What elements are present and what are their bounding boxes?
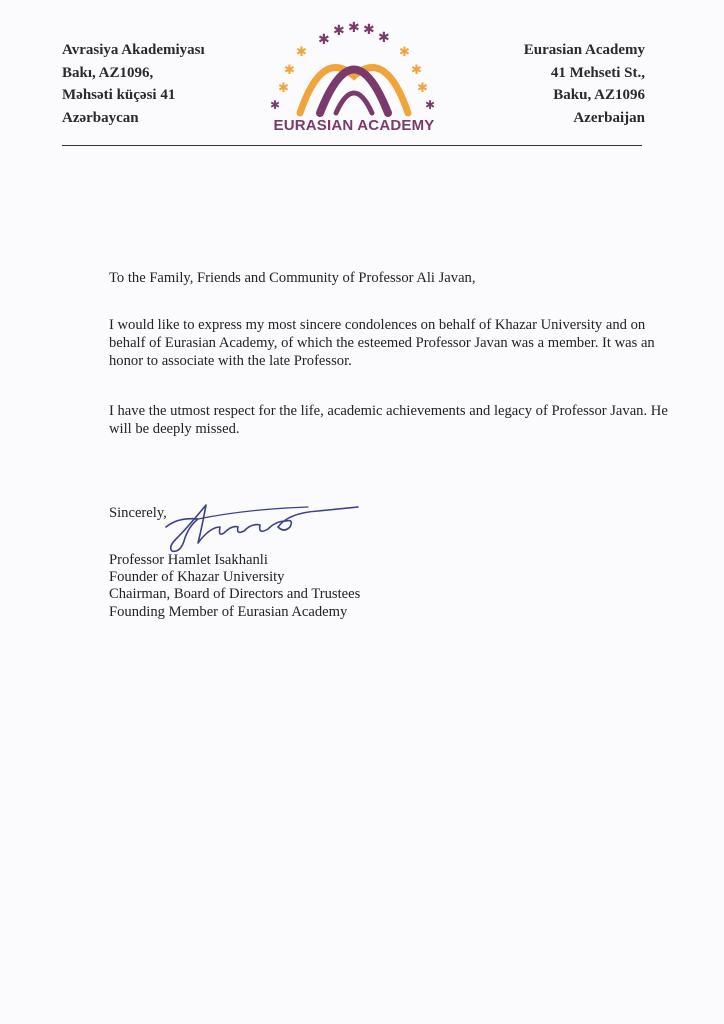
closing: Sincerely, xyxy=(109,505,167,521)
address-line: Avrasiya Akademiyası xyxy=(62,42,205,58)
address-line: Məhsəti küçəsi 41 xyxy=(62,87,176,103)
handwritten-signature xyxy=(158,497,363,557)
svg-text:✱: ✱ xyxy=(417,81,428,96)
logo-wordmark: EURASIAN ACADEMY xyxy=(273,117,435,134)
address-line: 41 Mehseti St., xyxy=(550,64,645,81)
letterhead-divider xyxy=(62,145,642,146)
svg-text:✱: ✱ xyxy=(378,30,390,46)
svg-text:✱: ✱ xyxy=(278,81,289,96)
svg-text:✱: ✱ xyxy=(333,23,345,39)
letterhead-address-azerbaijani xyxy=(62,39,205,129)
address-line: Azərbaycan xyxy=(62,109,139,126)
signatory-title: Chairman, Board of Directors and Trustees xyxy=(109,586,361,603)
svg-text:✱: ✱ xyxy=(348,20,360,36)
signatory-title: Founder of Khazar University xyxy=(109,569,285,586)
svg-text:✱: ✱ xyxy=(411,63,422,78)
address-line: Eurasian Academy xyxy=(523,42,645,58)
svg-text:✱: ✱ xyxy=(399,45,410,60)
paragraph-respect: I have the utmost respect for the life, academic achievements and legacy of Professor Javan. He will be deeply missed. xyxy=(109,403,668,437)
address-line: Azerbaijan xyxy=(573,109,645,126)
letterhead-address-english xyxy=(524,39,645,129)
svg-text:✱: ✱ xyxy=(270,98,281,112)
address-line: Bakı, AZ1096, xyxy=(62,64,154,81)
svg-text:✱: ✱ xyxy=(284,63,295,78)
address-line: Baku, AZ1096 xyxy=(553,87,645,103)
svg-text:✱: ✱ xyxy=(296,45,307,60)
svg-text:✱: ✱ xyxy=(425,98,436,112)
paragraph-condolences: I would like to express my most sincere condolences on behalf of Khazar University and on behalf of Eurasian Academy, of which the esteemed Professor Javan was a member. It was an honor to associate with the late Professor. xyxy=(109,317,655,369)
signatory-name: Professor Hamlet Isakhanli xyxy=(109,552,268,568)
star-icon xyxy=(318,20,390,48)
salutation: To the Family, Friends and Community of Professor Ali Javan, xyxy=(109,270,476,286)
signatory-block xyxy=(109,552,360,621)
svg-text:✱: ✱ xyxy=(318,32,330,48)
signatory-title: Founding Member of Eurasian Academy xyxy=(109,603,348,620)
svg-text:✱: ✱ xyxy=(363,22,375,38)
